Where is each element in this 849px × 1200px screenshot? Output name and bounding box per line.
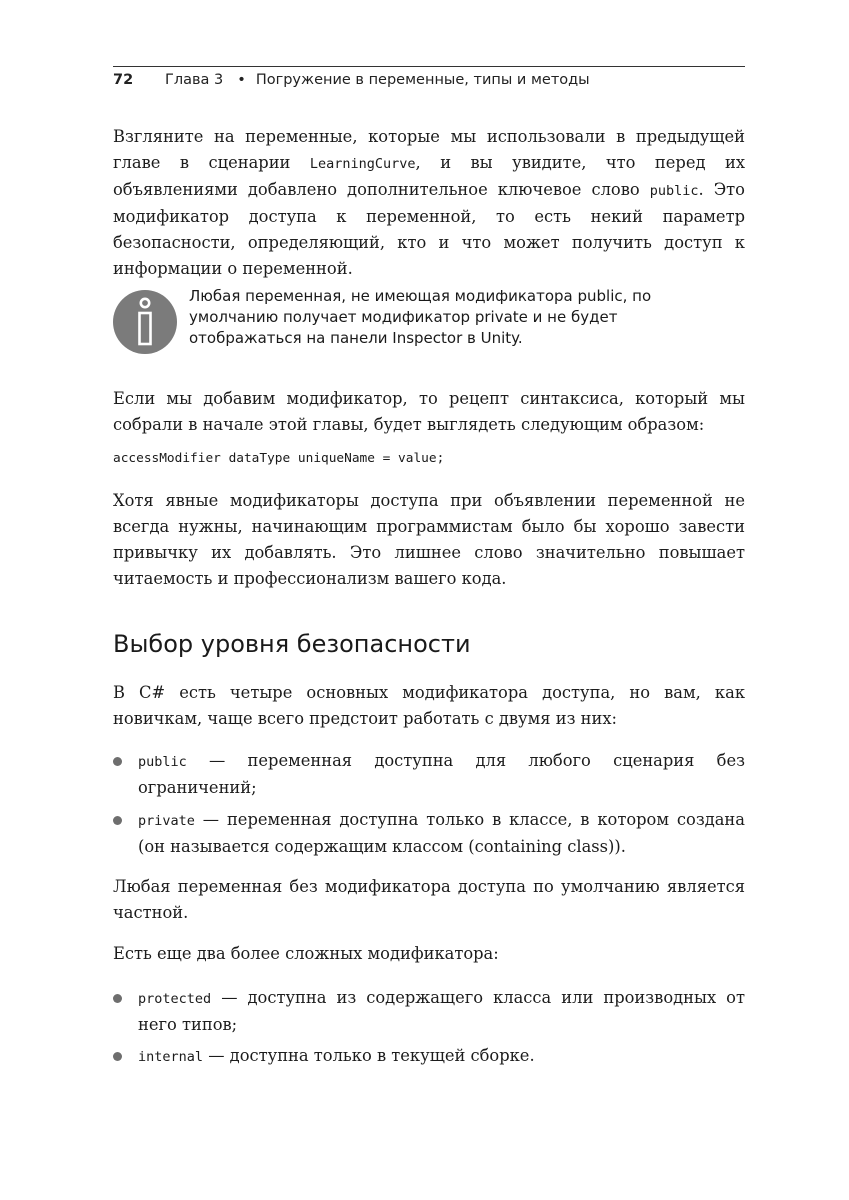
inline-code: internal — [138, 1049, 204, 1065]
inline-code: public — [138, 754, 187, 770]
inline-code: private — [138, 813, 195, 829]
paragraph-intro — [113, 124, 745, 282]
section-title: Выбор уровня безопасности — [113, 630, 471, 658]
list-item — [113, 985, 745, 1038]
bullet-icon — [113, 757, 122, 766]
note-text: Любая переменная, не имеющая модификатора public, по умолчанию получает модификатор private и не будет отображаться на панели Inspector в Unity. — [189, 287, 652, 347]
list-item-text: — доступна из содержащего класса или производных от него типов; — [138, 988, 745, 1034]
paragraph-modifiers: В C# есть четыре основных модификатора доступа, но вам, как новичкам, чаще всего предстоит работать с двумя из них: — [113, 683, 745, 728]
paragraph-text: . Это модификатор доступа к переменной, то есть некий параметр безопасности, определяющий, кто и что может получить доступ к информации о переменной. — [113, 180, 745, 278]
paragraph-text: Взгляните на переменные, которые мы использовали в предыдущей главе в сценарии — [113, 127, 745, 172]
inline-code: protected — [138, 991, 212, 1007]
list-item-text: — доступна только в текущей сборке. — [203, 1046, 535, 1065]
info-icon — [113, 290, 177, 354]
list-item-text: — переменная доступна для любого сценария без ограничений; — [138, 751, 745, 797]
paragraph-text: , и вы увидите, что перед их объявлениями добавлено дополнительное ключевое слово — [113, 153, 745, 199]
chapter-title: Погружение в переменные, типы и методы — [255, 72, 590, 88]
inline-code: public — [649, 183, 699, 199]
header-separator: • — [237, 72, 246, 88]
chapter-label: Глава 3 — [165, 72, 224, 88]
code-snippet: accessModifier dataType uniqueName = value; — [113, 451, 445, 466]
paragraph-syntax: Если мы добавим модификатор, то рецепт синтаксиса, который мы собрали в начале этой главы, будет выглядеть следующим образом: — [113, 389, 745, 434]
bullet-icon — [113, 994, 122, 1003]
paragraph-default: Любая переменная без модификатора доступа по умолчанию является частной. — [113, 877, 745, 922]
bullet-icon — [113, 1052, 122, 1061]
list-item — [113, 1043, 745, 1070]
list-item — [113, 807, 745, 860]
page-number: 72 — [113, 72, 134, 88]
paragraph-advanced: Есть еще два более сложных модификатора: — [113, 944, 499, 963]
paragraph-advice: Хотя явные модификаторы доступа при объявлении переменной не всегда нужны, начинающим программистам было бы хорошо завести привычку их добавлять. Это лишнее слово значительно повышает читаемость и профессионализм вашего кода. — [113, 491, 745, 588]
list-item-text: — переменная доступна только в классе, в котором создана (он называется содержащим классом (containing class)). — [138, 810, 745, 856]
list-item — [113, 748, 745, 801]
inline-code: LearningCurve — [309, 156, 416, 172]
running-header — [113, 66, 745, 88]
bullet-icon — [113, 816, 122, 825]
